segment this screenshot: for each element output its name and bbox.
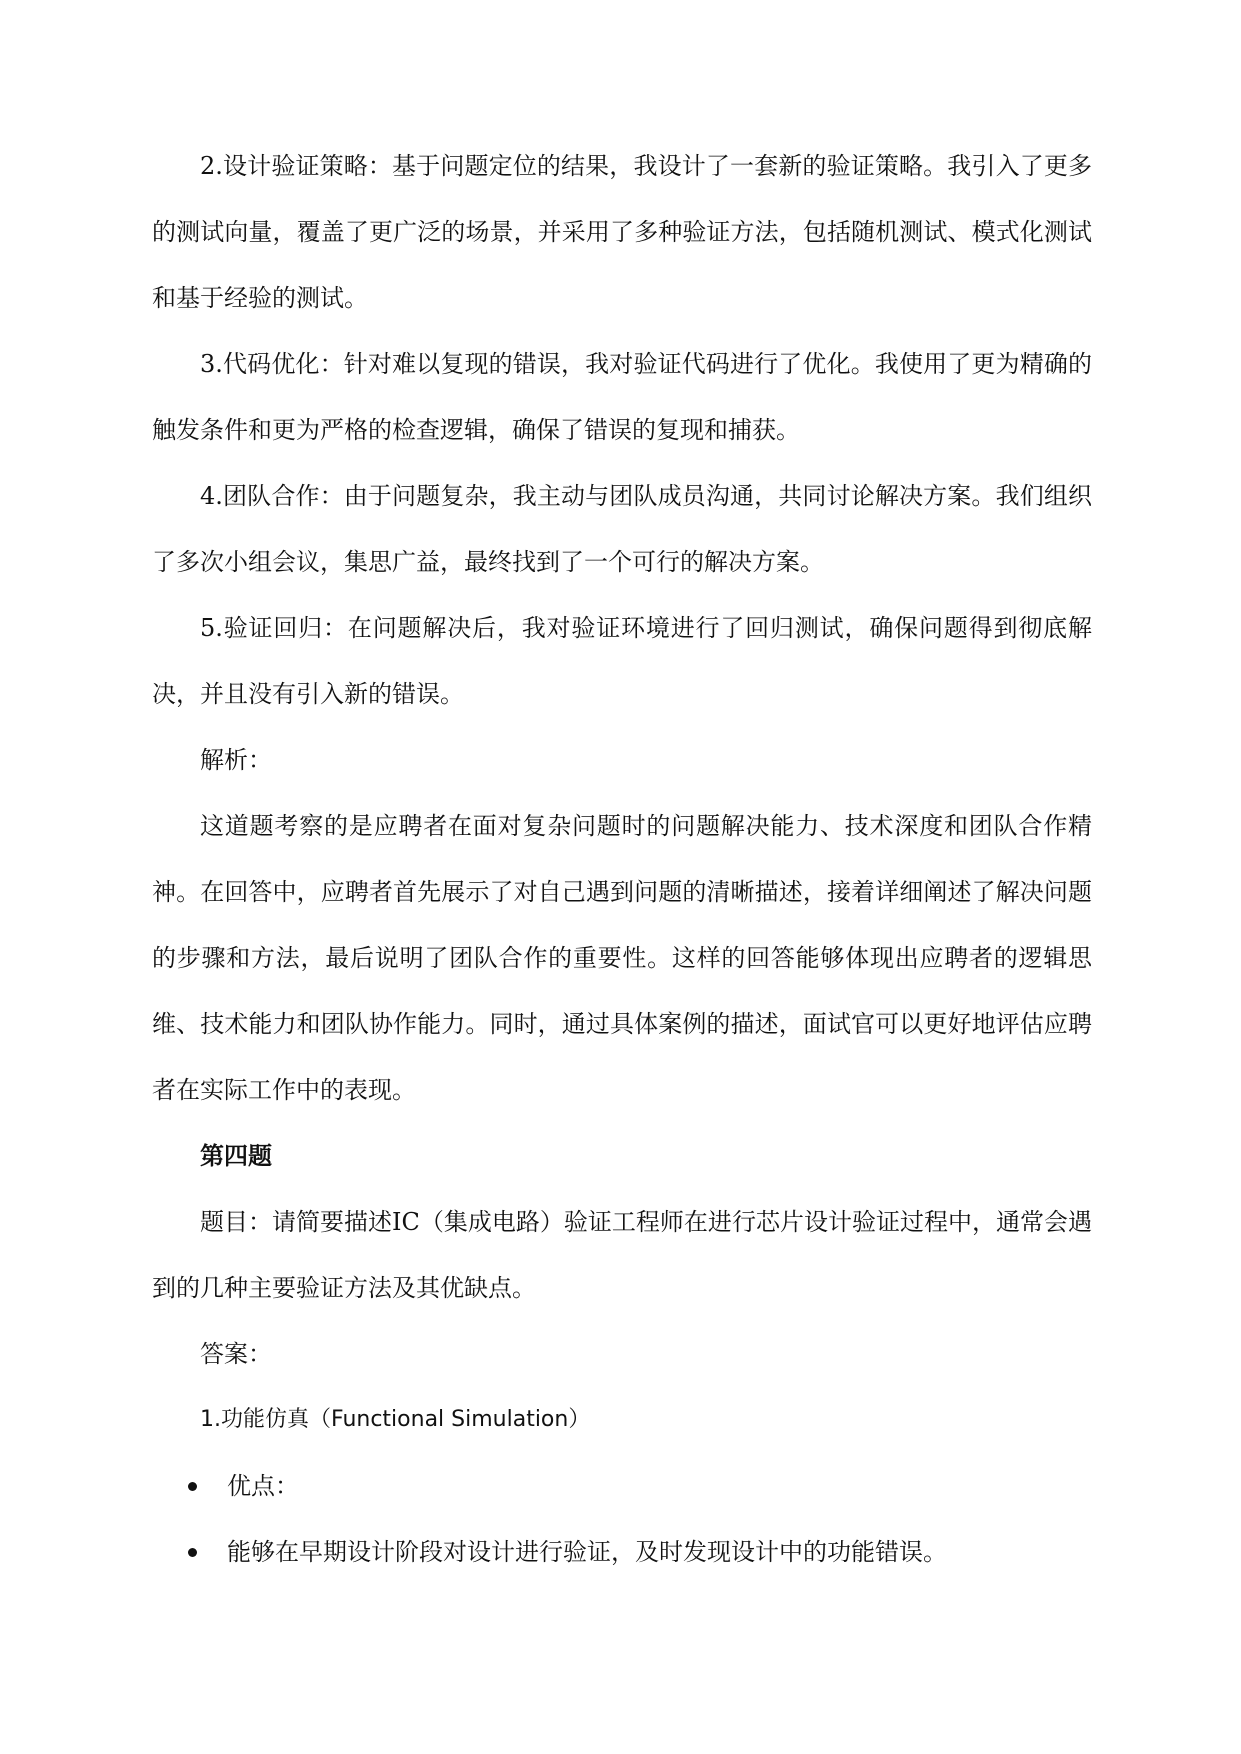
bullet-text: 优点： bbox=[227, 1472, 299, 1500]
paragraph-regression: 5.验证回归：在问题解决后，我对验证环境进行了回归测试，确保问题得到彻底解决，并且没有引入新的错误。 bbox=[152, 614, 1092, 708]
bullet-text: 能够在早期设计阶段对设计进行验证，及时发现设计中的功能错误。 bbox=[227, 1538, 947, 1566]
section-heading: 第四题 bbox=[200, 1141, 272, 1170]
bullet-icon bbox=[188, 1548, 197, 1557]
list-item bbox=[152, 1453, 1092, 1519]
paragraph-code-optimization: 3.代码优化：针对难以复现的错误，我对验证代码进行了优化。我使用了更为精确的触发条件和更为严格的检查逻辑，确保了错误的复现和捕获。 bbox=[152, 350, 1092, 444]
paragraph-team-cooperation: 4.团队合作：由于问题复杂，我主动与团队成员沟通，共同讨论解决方案。我们组织了多次小组会议，集思广益，最终找到了一个可行的解决方案。 bbox=[152, 482, 1092, 576]
bullet-icon bbox=[188, 1482, 197, 1491]
paragraph-analysis: 这道题考察的是应聘者在面对复杂问题时的问题解决能力、技术深度和团队合作精神。在回答中，应聘者首先展示了对自己遇到问题的清晰描述，接着详细阐述了解决问题的步骤和方法，最后说明了团队合作的重要性。这样的回答能够体现出应聘者的逻辑思维、技术能力和团队协作能力。同时，通过具体案例的描述，面试官可以更好地评估应聘者在实际工作中的表现。 bbox=[152, 812, 1092, 1104]
analysis-label: 解析： bbox=[200, 746, 272, 774]
paragraph-design-strategy: 2.设计验证策略：基于问题定位的结果，我设计了一套新的验证策略。我引入了更多的测试向量，覆盖了更广泛的场景，并采用了多种验证方法，包括随机测试、模式化测试和基于经验的测试。 bbox=[152, 152, 1092, 312]
question-text: 题目：请简要描述IC（集成电路）验证工程师在进行芯片设计验证过程中，通常会遇到的几种主要验证方法及其优缺点。 bbox=[152, 1208, 1092, 1302]
answer-label: 答案： bbox=[200, 1340, 272, 1368]
list-item bbox=[152, 1519, 1092, 1585]
document-page bbox=[152, 133, 1092, 1585]
bullet-list bbox=[152, 1453, 1092, 1585]
method-title: 1.功能仿真（Functional Simulation） bbox=[200, 1407, 591, 1432]
